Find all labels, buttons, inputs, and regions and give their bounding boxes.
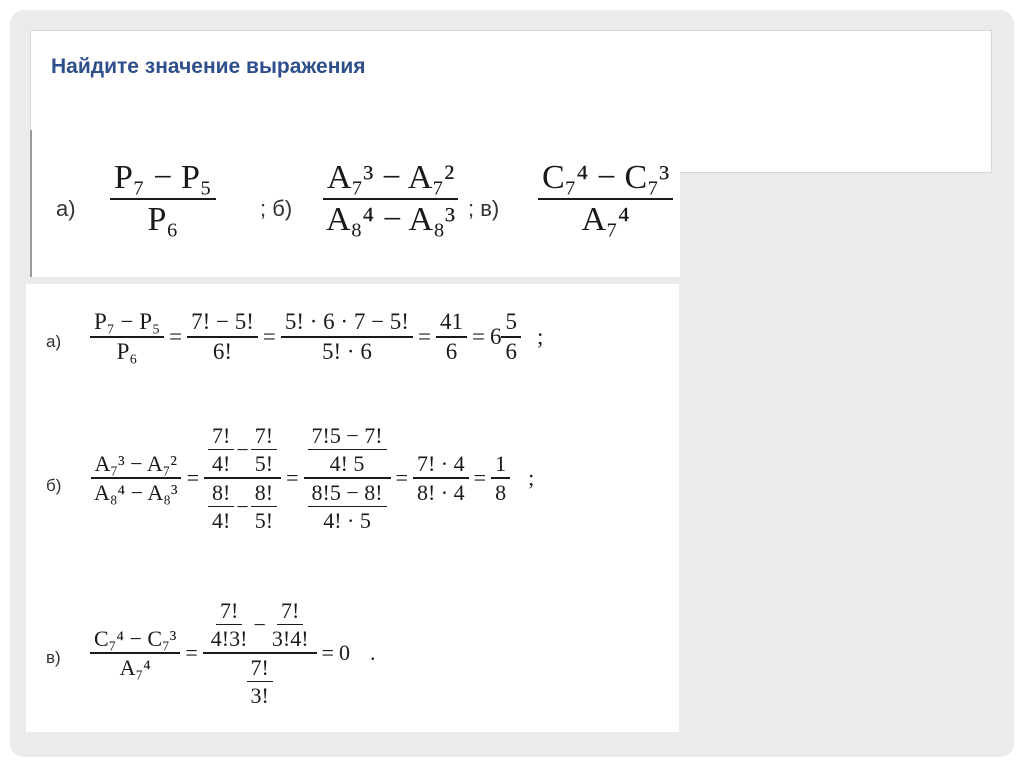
solution-box [26, 284, 679, 732]
solution-a-label: а) [46, 332, 62, 351]
solution-c-t2-num: 7! [277, 599, 303, 625]
slide-title: Найдите значение выражения [51, 55, 366, 78]
task-c-expression [538, 160, 673, 237]
equals-sign: = [471, 324, 485, 350]
solution-b-lhs-numerator: A₇³ − A₇² [91, 452, 182, 479]
solution-a-f1-num: 7! − 5! [187, 310, 258, 338]
solution-b-t2-num: 7! [251, 424, 277, 450]
solution-a-lhs-numerator: P₇ − P₅ [90, 310, 164, 338]
task-b-separator: ; в) [468, 196, 500, 221]
solution-b-f3-num: 7! · 4 [413, 452, 469, 479]
minus-sign: − [253, 612, 266, 638]
solution-b-t2-den: 5! [254, 451, 274, 477]
solution-c-t1-den: 4!3! [210, 626, 248, 652]
solution-a-mixed-den: 6 [505, 339, 517, 365]
solution-a-lhs-denominator: P₆ [116, 339, 138, 365]
solution-c-den-num: 7! [247, 656, 273, 682]
task-c-numerator: C₇⁴ − C₇³ [538, 160, 673, 200]
equals-sign: = [321, 640, 334, 666]
equals-sign: = [186, 465, 199, 491]
task-a-label: а) [56, 196, 76, 221]
solution-c-expression [90, 599, 380, 707]
task-box-left-border [30, 130, 32, 277]
solution-a-f2-num: 5! · 6 · 7 − 5! [281, 310, 413, 338]
solution-b-t4-den: 5! [254, 508, 274, 534]
solution-c-lhs-numerator: C₇⁴ − C₇³ [90, 627, 180, 654]
equals-sign: = [473, 465, 487, 491]
task-a-separator: ; б) [260, 196, 293, 221]
solution-c-end: . [369, 640, 376, 666]
solution-a-f2-den: 5! · 6 [322, 339, 372, 365]
solution-b-f2-den-num: 8!5 − 8! [308, 481, 387, 507]
solution-a-expression [90, 310, 548, 364]
equals-sign: = [286, 465, 299, 491]
solution-c-lhs-denominator: A₇⁴ [119, 655, 151, 681]
solution-b-f4-den: 8 [495, 480, 507, 506]
task-b-numerator: A₇³ − A₇² [323, 160, 459, 200]
solution-a-f1-den: 6! [212, 339, 233, 365]
task-b-denominator: A₈⁴ − A₈³ [326, 200, 456, 238]
task-b-expression [322, 160, 459, 237]
solution-a-f3-num: 41 [436, 310, 467, 338]
equals-sign: = [417, 324, 431, 350]
solution-a-f3-den: 6 [445, 339, 458, 365]
solution-c-den-den: 3! [250, 683, 269, 709]
minus-sign: − [236, 494, 249, 520]
task-a-numerator: P₇ − P₅ [110, 160, 216, 200]
solution-c-t2-den: 3!4! [271, 626, 309, 652]
solution-b-t1-num: 7! [208, 424, 234, 450]
solution-c-t1-num: 7! [216, 599, 242, 625]
task-box [30, 130, 680, 277]
solution-a-mixed-whole: 6 [489, 324, 502, 350]
solution-c-result: 0 [338, 640, 350, 666]
solution-a-end: ; [536, 324, 544, 350]
equals-sign: = [262, 324, 276, 350]
solution-b-t3-num: 8! [208, 481, 234, 507]
solution-a-mixed-num: 5 [501, 310, 521, 338]
equals-sign: = [185, 640, 198, 666]
solution-b-t4-num: 8! [251, 481, 277, 507]
equals-sign: = [395, 465, 408, 491]
solution-b-f2-num-num: 7!5 − 7! [308, 424, 387, 450]
solution-b-t1-den: 4! [212, 451, 231, 477]
task-c-denominator: A₇⁴ [581, 200, 630, 238]
solution-b-f2-den-den: 4! · 5 [323, 508, 371, 534]
solution-b-expression [90, 424, 539, 532]
task-a-denominator: P₆ [147, 200, 179, 238]
solution-b-f2-num-den: 4! 5 [329, 451, 365, 477]
solution-b-f4-num: 1 [491, 452, 510, 479]
equals-sign: = [169, 324, 183, 350]
minus-sign: − [236, 437, 249, 463]
solution-b-end: ; [528, 465, 535, 491]
solution-b-label: б) [46, 476, 62, 495]
solution-b-t3-den: 4! [212, 508, 231, 534]
solution-b-f3-den: 8! · 4 [416, 480, 465, 506]
task-a-expression [110, 160, 216, 237]
solution-b-lhs-denominator: A₈⁴ − A₈³ [94, 480, 178, 506]
solution-c-label: в) [46, 648, 61, 667]
